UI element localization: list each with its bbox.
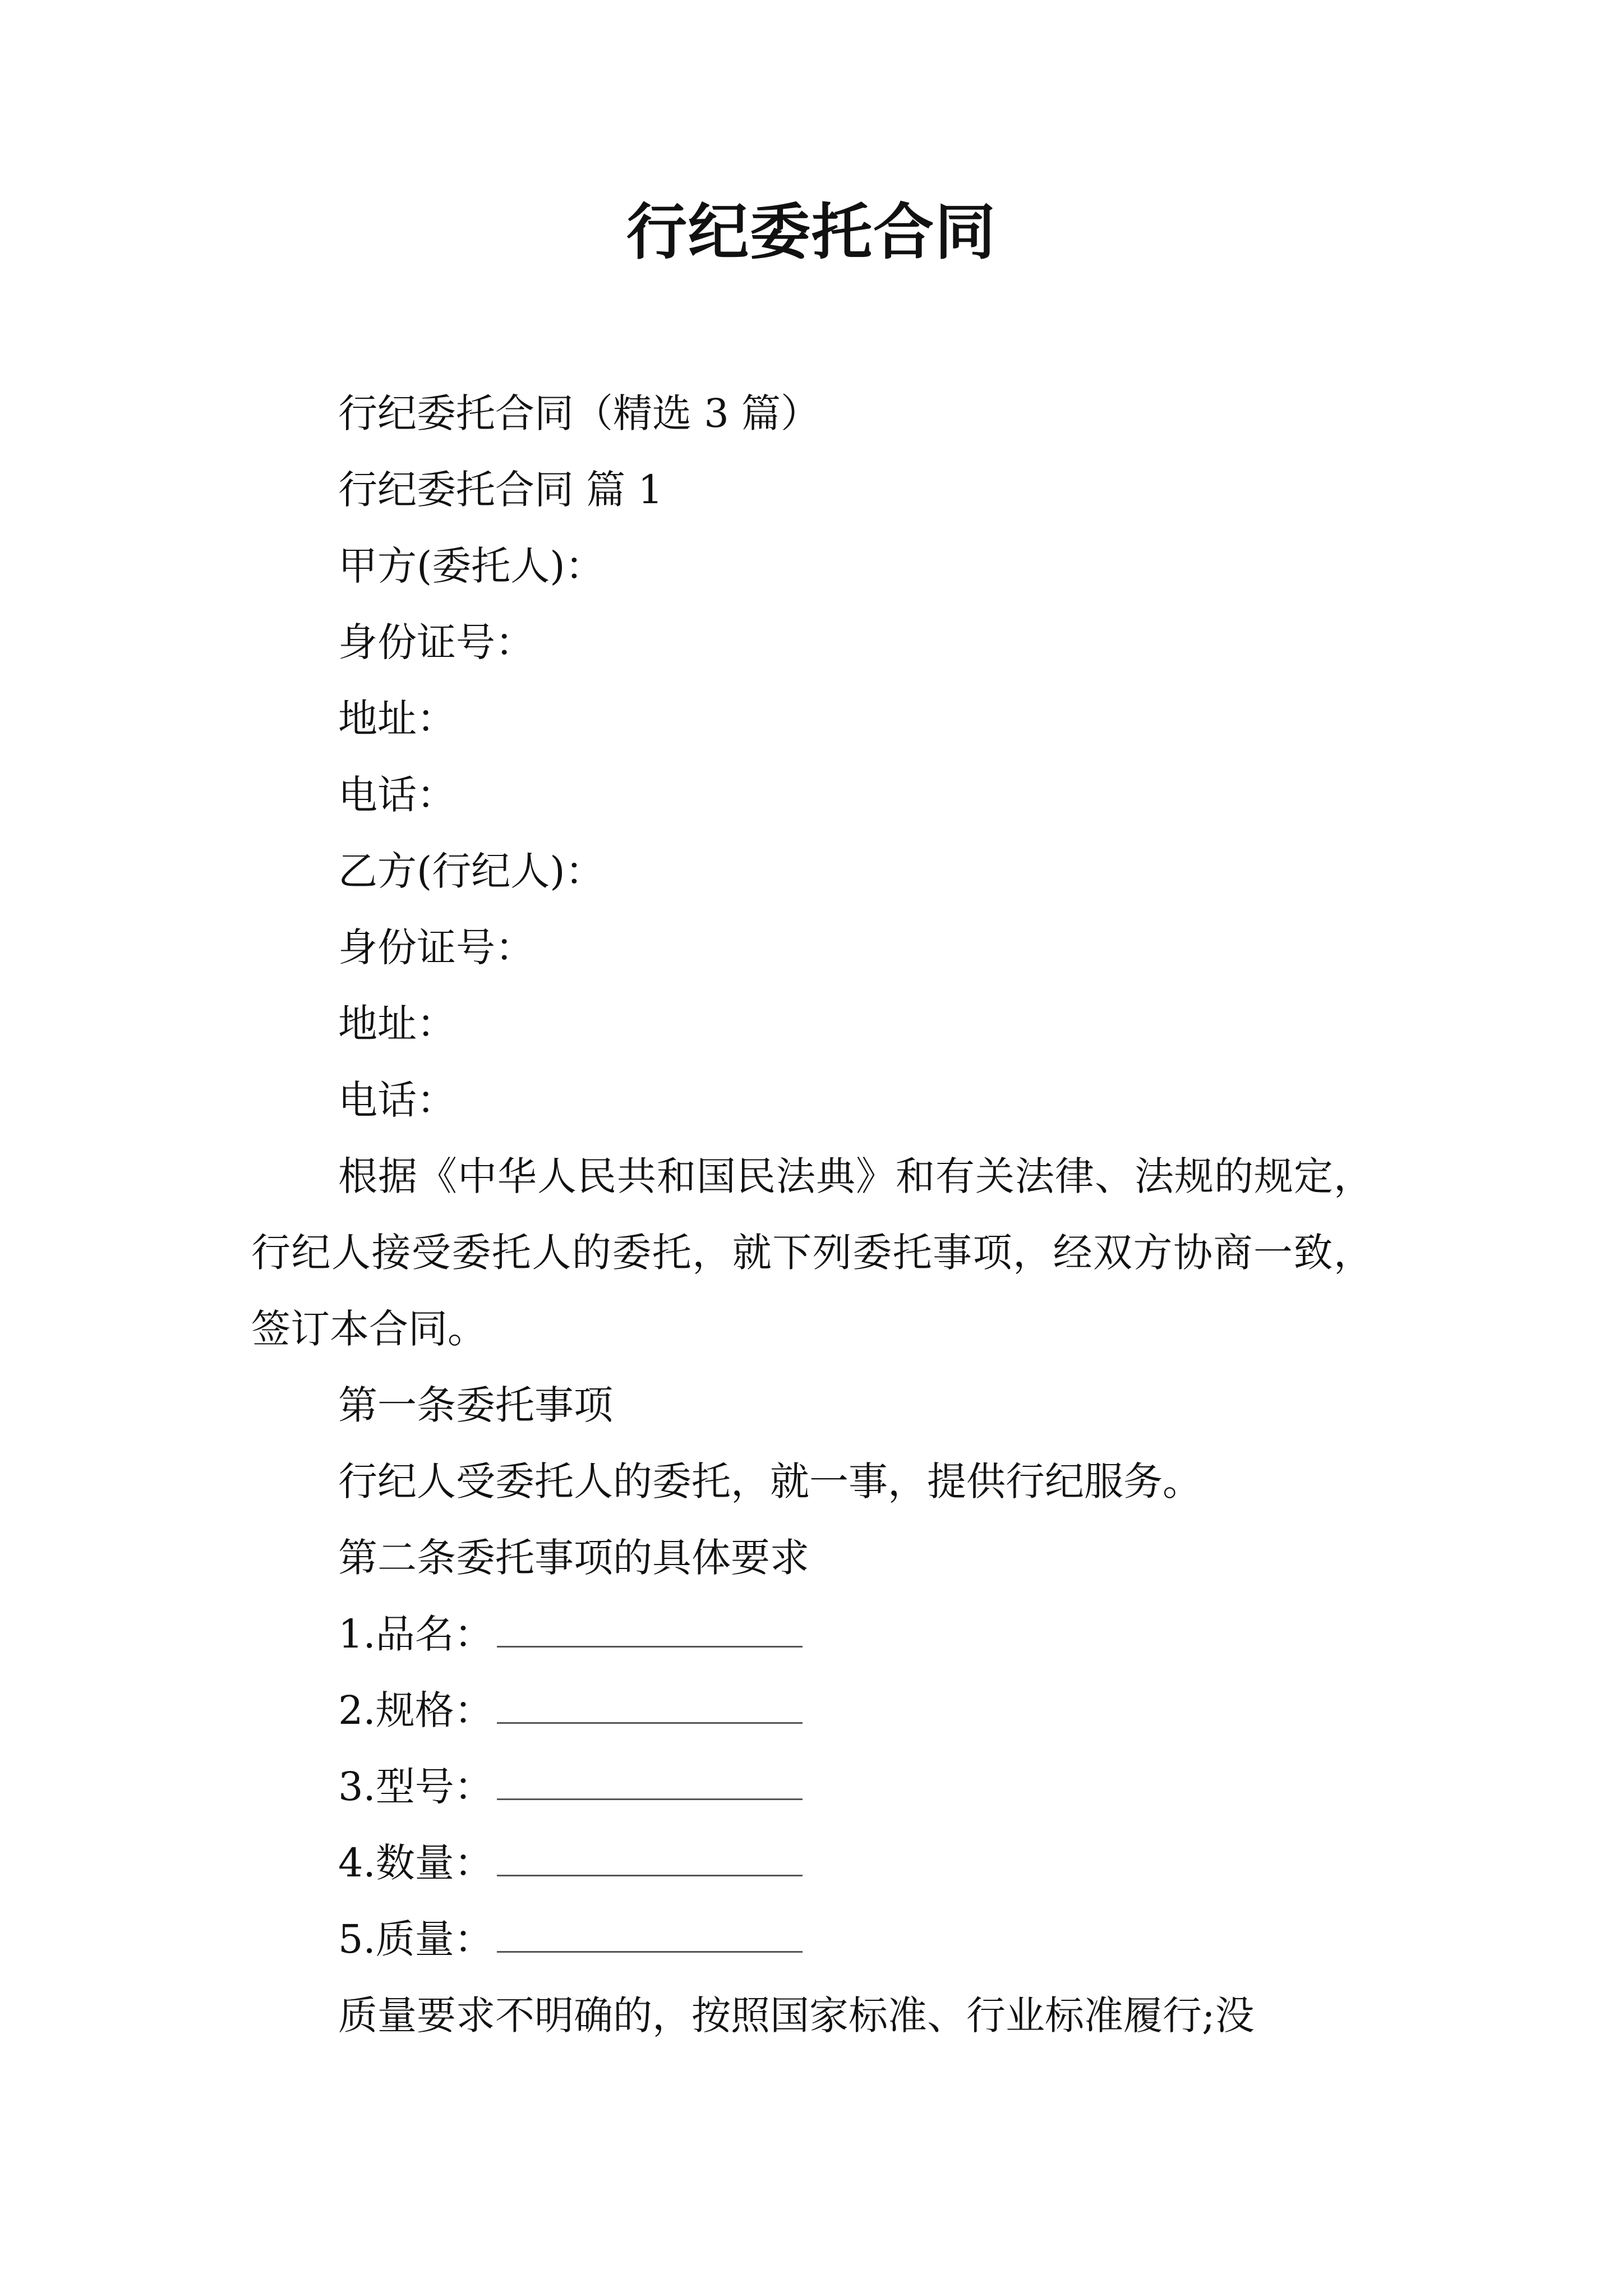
- party-a-id-label: 身份证号：: [338, 619, 534, 665]
- party-b-label: 乙方(行纪人)：: [338, 848, 605, 894]
- item-row: [251, 1596, 1373, 1672]
- party-a-phone-label: 电话：: [338, 772, 456, 818]
- blank-line: [497, 1835, 803, 1876]
- item-row: [251, 1749, 1373, 1825]
- article1-text: 行纪人受委托人的委托，就一事，提供行纪服务。: [338, 1458, 1202, 1504]
- document-subtitle: 行纪委托合同（精选 3 篇）: [338, 390, 820, 436]
- item-label: 3.型号：: [338, 1764, 494, 1810]
- document-title: 行纪委托合同: [626, 197, 997, 268]
- party-a-address-label: 地址：: [338, 696, 456, 742]
- party-b-id-label: 身份证号：: [338, 924, 534, 970]
- blank-line: [497, 1683, 803, 1724]
- blank-line: [497, 1607, 803, 1648]
- party-b-address-label: 地址：: [338, 1001, 456, 1047]
- item-label: 2.规格：: [338, 1687, 494, 1733]
- intro-paragraph: 根据《中华人民共和国民法典》和有关法律、法规的规定，行纪人接受委托人的委托，就下列委托事项，经双方协商一致，签订本合同。: [251, 1153, 1373, 1352]
- blank-line: [497, 1912, 803, 1953]
- section-heading: 行纪委托合同 篇 1: [338, 467, 663, 513]
- item-row: [251, 1901, 1373, 1977]
- item-label: 5.质量：: [338, 1916, 494, 1962]
- document-body: [251, 375, 1373, 2054]
- party-a-label: 甲方(委托人)：: [338, 543, 605, 589]
- item-label: 4.数量：: [338, 1840, 494, 1886]
- blank-line: [497, 1759, 803, 1800]
- item-row: [251, 1672, 1373, 1749]
- article2-heading: 第二条委托事项的具体要求: [338, 1535, 809, 1581]
- article1-heading: 第一条委托事项: [338, 1382, 613, 1428]
- item-row: [251, 1825, 1373, 1901]
- party-b-phone-label: 电话：: [338, 1077, 456, 1123]
- quality-paragraph: 质量要求不明确的，按照国家标准、行业标准履行;没: [338, 1993, 1255, 2039]
- item-label: 1.品名：: [338, 1611, 494, 1657]
